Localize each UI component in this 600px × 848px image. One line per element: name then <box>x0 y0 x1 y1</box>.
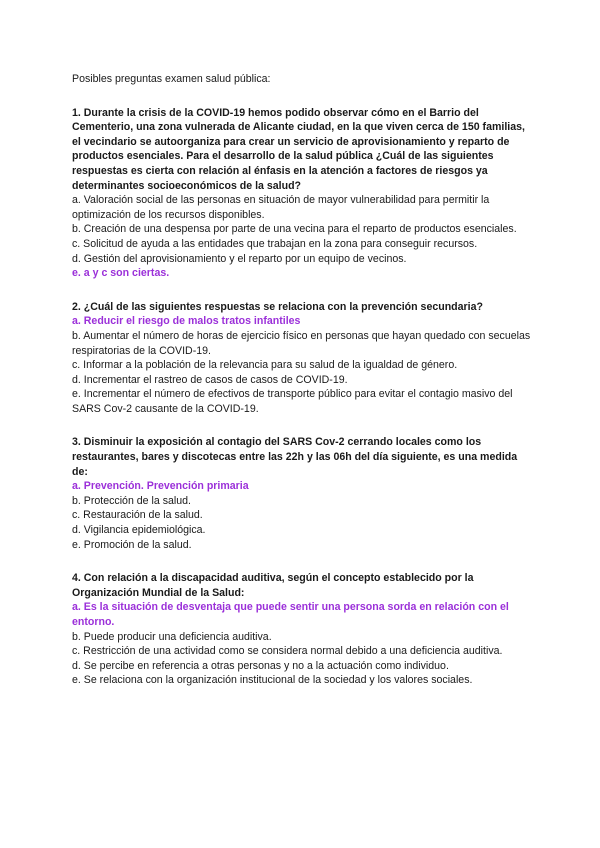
answer-option-d: d. Vigilancia epidemiológica. <box>72 524 206 537</box>
document-intro: Posibles preguntas examen salud pública: <box>72 73 271 85</box>
question-text: 4. Con relación a la discapacidad auditiva, según el concepto establecido por la Organización Mundial de la Salud: <box>72 572 474 599</box>
answer-option-e: e. Incrementar el número de efectivos de transporte público para evitar el contagio masivo del SARS Cov-2 causante de la COVID-19. <box>72 388 513 415</box>
answer-option-e: e. Promoción de la salud. <box>72 538 192 551</box>
question-3 <box>72 435 532 552</box>
answer-option-a-correct: a. Prevención. Prevención primaria <box>72 480 249 493</box>
answer-option-b: b. Protección de la salud. <box>72 494 191 507</box>
answer-option-b: b. Puede producir una deficiencia auditiva. <box>72 630 272 643</box>
answer-option-b: b. Creación de una despensa por parte de una vecina para el reparto de productos esenciales. <box>72 223 517 236</box>
answer-option-a: a. Valoración social de las personas en situación de mayor vulnerabilidad para permitir la optimización de los recursos disponibles. <box>72 194 490 221</box>
answer-option-e-correct: e. a y c son ciertas. <box>72 267 170 280</box>
answer-option-a-correct: a. Reducir el riesgo de malos tratos infantiles <box>72 315 301 328</box>
answer-option-c: c. Restauración de la salud. <box>72 509 203 522</box>
answer-option-e: e. Se relaciona con la organización institucional de la sociedad y los valores sociales. <box>72 674 473 687</box>
question-text: 2. ¿Cuál de las siguientes respuestas se relaciona con la prevención secundaria? <box>72 300 483 313</box>
answer-option-c: c. Restricción de una actividad como se considera normal debido a una deficiencia auditiva. <box>72 645 503 658</box>
answer-option-d: d. Se percibe en referencia a otras personas y no a la actuación como individuo. <box>72 659 449 672</box>
question-2 <box>72 300 532 417</box>
answer-option-d: d. Gestión del aprovisionamiento y el reparto por un equipo de vecinos. <box>72 252 407 265</box>
question-text: 1. Durante la crisis de la COVID-19 hemos podido observar cómo en el Barrio del Cementerio, una zona vulnerada de Alicante ciudad, en la que viven cerca de 150 familias, el vecindario se autoorganiza para crear un servicio de aprovisionamiento y reparto de productos esenciales. Para el desarrollo de la salud pública ¿Cuál de las siguientes respuestas es cierta con relación al énfasis en la atención a factores de riesgos ya determinantes socioeconómicos de la salud? <box>72 106 525 192</box>
question-1 <box>72 106 532 281</box>
answer-option-c: c. Solicitud de ayuda a las entidades que trabajan en la zona para conseguir recursos. <box>72 237 478 250</box>
question-4 <box>72 571 532 688</box>
answer-option-d: d. Incrementar el rastreo de casos de casos de COVID-19. <box>72 373 348 386</box>
answer-option-a-correct: a. Es la situación de desventaja que puede sentir una persona sorda en relación con el entorno. <box>72 601 509 628</box>
document-page <box>72 72 532 707</box>
question-text: 3. Disminuir la exposición al contagio del SARS Cov-2 cerrando locales como los restaurantes, bares y discotecas entre las 22h y las 06h del día siguiente, es una medida de: <box>72 436 518 478</box>
answer-option-b: b. Aumentar el número de horas de ejercicio físico en personas que hayan quedado con secuelas respiratorias de la COVID-19. <box>72 329 531 357</box>
answer-option-c: c. Informar a la población de la relevancia para su salud de la igualdad de género. <box>72 359 458 372</box>
